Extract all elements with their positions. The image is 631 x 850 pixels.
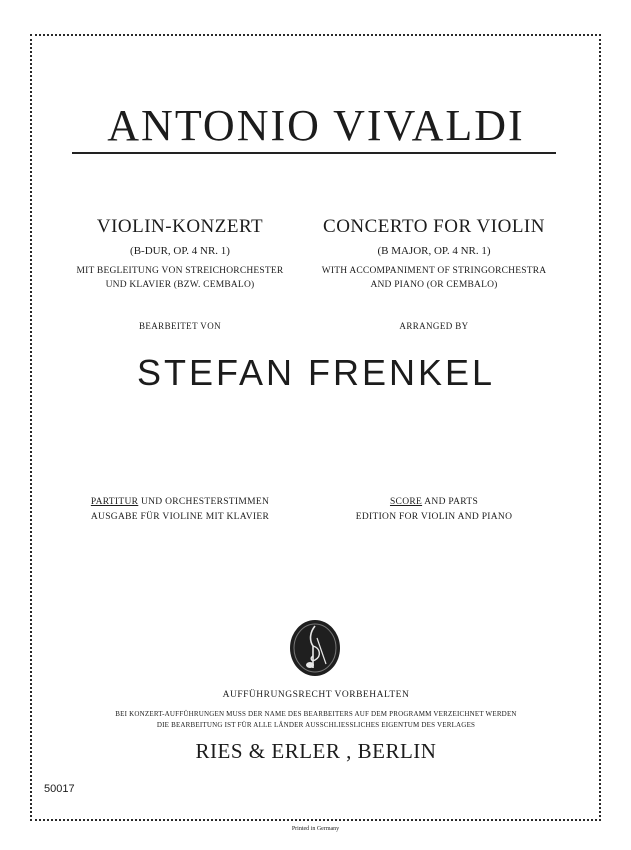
performance-rights: AUFFÜHRUNGSRECHT VORBEHALTEN <box>222 690 410 700</box>
notice-line2: DIE BEARBEITUNG IST FÜR ALLE LÄNDER AUSSCHLIESSLICHES EIGENTUM DES VERLAGES <box>156 721 476 729</box>
notice-line1: BEI KONZERT-AUFFÜHRUNGEN MUSS DER NAME DES BEARBEITERS AUF DEM PROGRAMM VERZEICHNET WERDEN <box>115 710 517 718</box>
edition-german-parts-text: UND ORCHESTERSTIMMEN <box>138 497 270 507</box>
title-english: CONCERTO FOR VIOLIN <box>323 216 545 237</box>
edition-german-score-word: PARTITUR <box>90 497 139 507</box>
arranger-name: STEFAN FRENKEL <box>136 352 496 393</box>
edition-english-score-word: SCORE <box>389 497 423 507</box>
edition-english-line1 <box>296 497 572 507</box>
edition-english-line2: EDITION FOR VIOLIN AND PIANO <box>355 512 513 522</box>
accompaniment-english-line1: WITH ACCOMPANIMENT OF STRINGORCHESTRA <box>321 266 547 276</box>
key-german: (B-DUR, OP. 4 NR. 1) <box>130 245 230 257</box>
printed-in: Printed in Germany <box>291 826 340 832</box>
composer-underline <box>72 152 556 154</box>
arranged-by-german: BEARBEITET VON <box>138 321 222 331</box>
edition-german-line1 <box>60 497 300 507</box>
edition-german-line2: AUSGABE FÜR VIOLINE MIT KLAVIER <box>90 512 270 522</box>
accompaniment-english-line2: AND PIANO (OR CEMBALO) <box>370 280 498 290</box>
publisher-emblem-icon <box>288 618 342 678</box>
accompaniment-german-line1: MIT BEGLEITUNG VON STREICHORCHESTER <box>76 266 284 276</box>
edition-english-parts-text: AND PARTS <box>422 497 479 507</box>
arranged-by-english: ARRANGED BY <box>399 321 469 331</box>
plate-number: 50017 <box>44 783 75 795</box>
composer-name: ANTONIO VIVALDI <box>107 101 525 150</box>
accompaniment-german-line2: UND KLAVIER (BZW. CEMBALO) <box>105 280 255 290</box>
publisher-name: RIES & ERLER , BERLIN <box>195 739 437 763</box>
key-english: (B MAJOR, OP. 4 NR. 1) <box>377 245 491 257</box>
title-german: VIOLIN-KONZERT <box>96 216 264 237</box>
